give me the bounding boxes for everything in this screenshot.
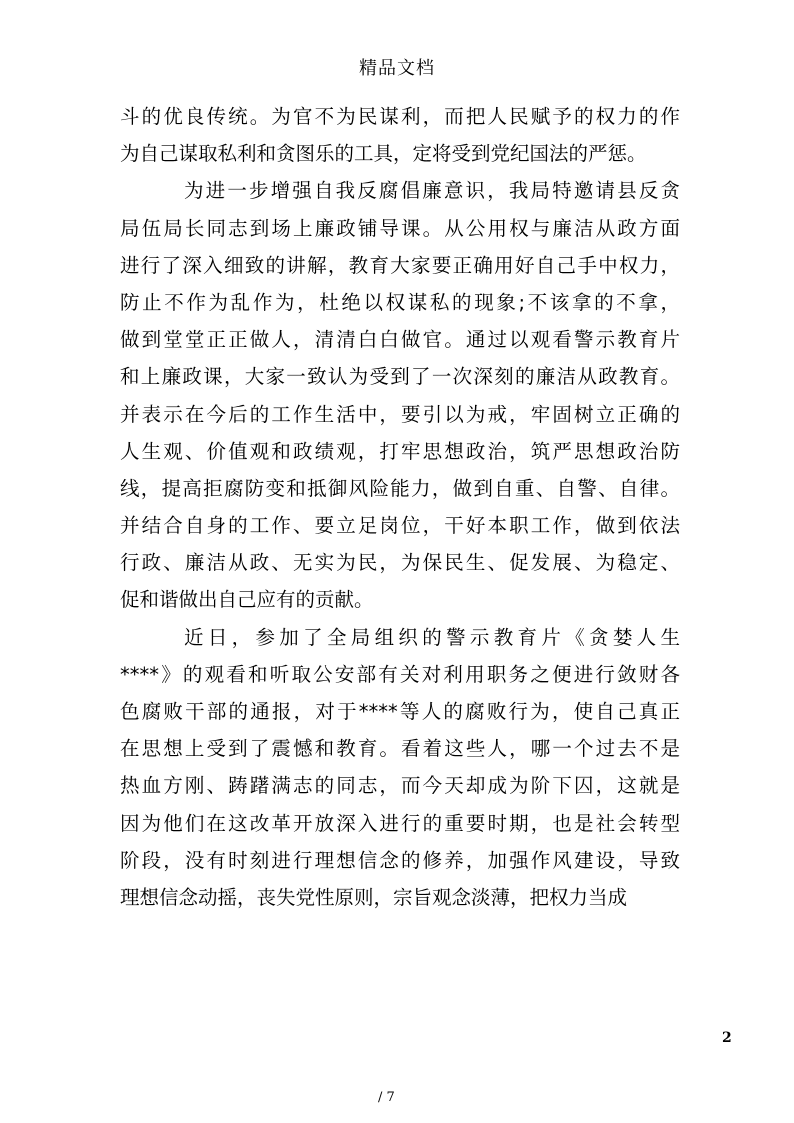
page-header-title: 精品文档 bbox=[359, 58, 435, 79]
text-line: 在思想上受到了震憾和教育。看着这些人，哪一个过去不是 bbox=[120, 737, 680, 761]
text-line: 促和谐做出自己应有的贡献。 bbox=[120, 588, 374, 612]
page-total: / 7 bbox=[378, 1090, 395, 1105]
text-line: 并结合自身的工作、要立足岗位，干好本职工作，做到依法 bbox=[120, 514, 680, 538]
text-line: 阶段，没有时刻进行理想信念的修养，加强作风建设，导致 bbox=[120, 848, 680, 872]
text-line: 为自己谋取私利和贪图乐的工具，定将受到党纪国法的严惩。 bbox=[120, 142, 647, 166]
text-line: 为进一步增强自我反腐倡廉意识，我局特邀请县反贪 bbox=[184, 179, 680, 203]
paragraph bbox=[120, 619, 680, 917]
text-line: 热血方刚、踌躇满志的同志，而今天却成为阶下囚，这就是 bbox=[120, 774, 680, 798]
text-line: 进行了深入细致的讲解，教育大家要正确用好自己手中权力， bbox=[120, 253, 680, 277]
document-body bbox=[120, 98, 680, 916]
paragraph bbox=[120, 98, 680, 172]
text-line: 线，提高拒腐防变和抵御风险能力，做到自重、自警、自律。 bbox=[120, 476, 680, 500]
text-line: 斗的优良传统。为官不为民谋利，而把人民赋予的权力的作 bbox=[120, 105, 680, 128]
text-line: 局伍局长同志到场上廉政铺导课。从公用权与廉洁从政方面 bbox=[120, 216, 680, 240]
text-line: 因为他们在这改革开放深入进行的重要时期，也是社会转型 bbox=[120, 811, 680, 835]
text-line: 色腐败干部的通报，对于****等人的腐败行为，使自己真正 bbox=[120, 700, 680, 723]
text-line: 并表示在今后的工作生活中，要引以为戒，牢固树立正确的 bbox=[120, 402, 680, 426]
text-line: 和上廉政课，大家一致认为受到了一次深刻的廉洁从政教育。 bbox=[120, 365, 680, 389]
text-line: 人生观、价值观和政绩观，打牢思想政治，筑严思想政治防 bbox=[120, 439, 680, 463]
text-line: 行政、廉洁从政、无实为民，为保民生、促发展、为稳定、 bbox=[120, 551, 680, 575]
text-line: 近日，参加了全局组织的警示教育片《贪婪人生 bbox=[184, 625, 680, 649]
paragraph bbox=[120, 172, 680, 618]
text-line: ****》的观看和听取公安部有关对利用职务之便进行敛财各 bbox=[120, 662, 680, 686]
text-line: 防止不作为乱作为，杜绝以权谋私的现象;不该拿的不拿， bbox=[120, 290, 680, 314]
text-line: 做到堂堂正正做人，清清白白做官。通过以观看警示教育片 bbox=[120, 328, 680, 352]
page-number: 2 bbox=[722, 1030, 732, 1046]
text-line: 理想信念动摇，丧失党性原则，宗旨观念淡薄，把权力当成 bbox=[120, 885, 628, 909]
